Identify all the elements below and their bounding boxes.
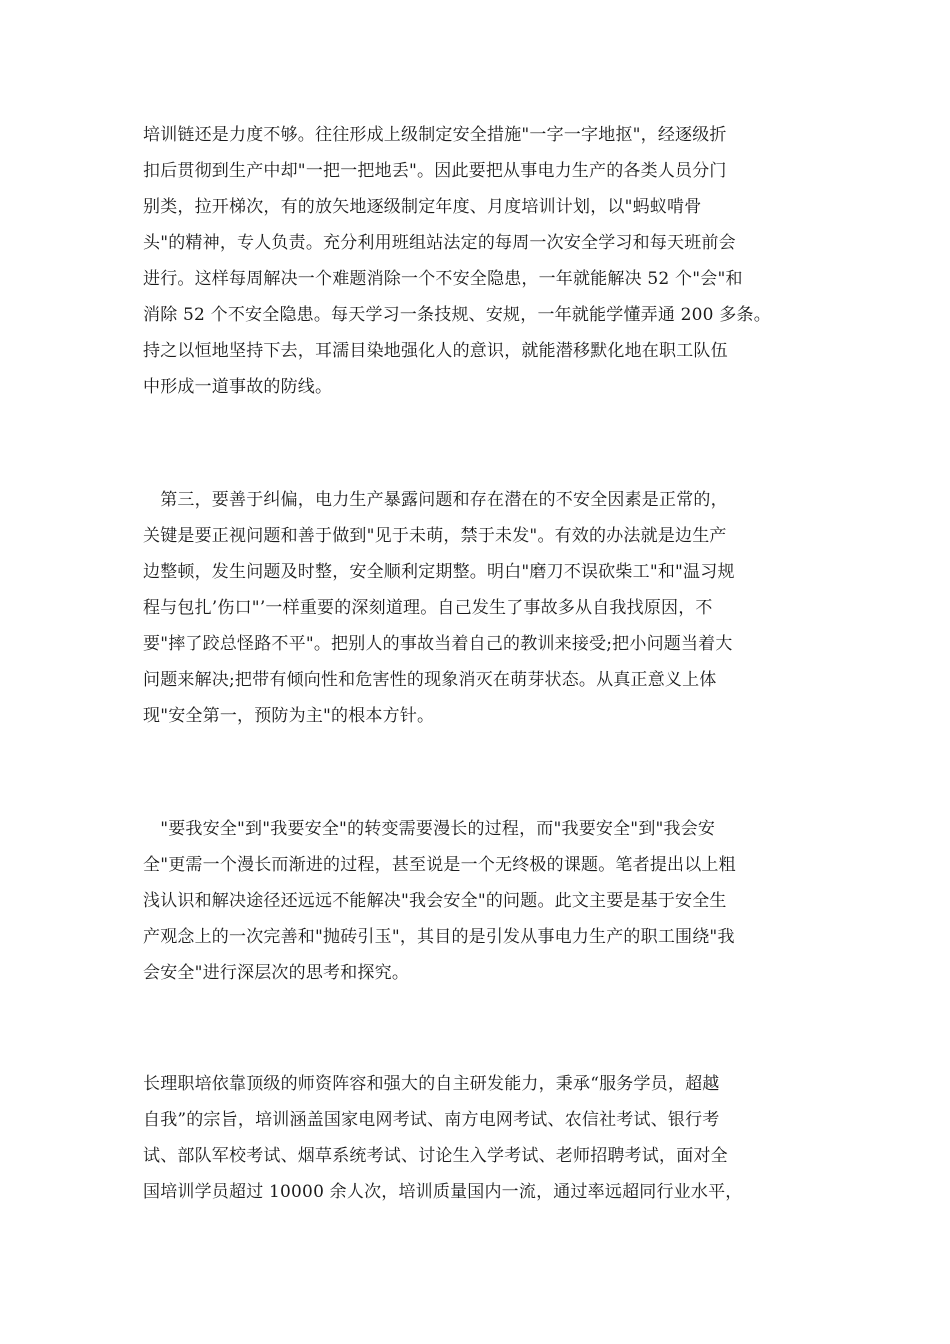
text-line: "要我安全"到"我要安全"的转变需要漫长的过程，而"我要安全"到"我会安 bbox=[143, 819, 716, 839]
text-line: 产观念上的一次完善和"抛砖引玉"，其目的是引发从事电力生产的职工围绕"我 bbox=[143, 927, 735, 947]
text-line: 培训链还是力度不够。往往形成上级制定安全措施"一字一字地抠"，经逐级折 bbox=[143, 125, 727, 145]
text-line: 现"安全第一，预防为主"的根本方针。 bbox=[143, 706, 435, 726]
text-line: 要"摔了跤总怪路不平"。把别人的事故当着自己的教训来接受;把小问题当着大 bbox=[143, 634, 733, 654]
text-line: 第三，要善于纠偏，电力生产暴露问题和存在潜在的不安全因素是正常的， bbox=[143, 490, 728, 510]
text-line: 全"更需一个漫长而渐进的过程，甚至说是一个无终极的课题。笔者提出以上粗 bbox=[143, 855, 736, 875]
text-line: 关键是要正视问题和善于做到"见于未萌，禁于未发"。有效的办法就是边生产 bbox=[143, 526, 727, 546]
text-line: 试、部队军校考试、烟草系统考试、讨论生入学考试、老师招聘考试，面对全 bbox=[143, 1146, 728, 1166]
text-line: 浅认识和解决途径还远远不能解决"我会安全"的问题。此文主要是基于安全生 bbox=[143, 891, 727, 911]
text-line: 自我”的宗旨，培训涵盖国家电网考试、南方电网考试、农信社考试、银行考 bbox=[143, 1110, 720, 1130]
text-line: 别类，拉开梯次，有的放矢地逐级制定年度、月度培训计划，以"蚂蚁啃骨 bbox=[143, 197, 702, 217]
text-line: 会安全"进行深层次的思考和探究。 bbox=[143, 963, 410, 983]
paragraph-training-promo bbox=[143, 1066, 823, 1210]
text-line: 程与包扎’伤口"’一样重要的深刻道理。自己发生了事故多从自我找原因，不 bbox=[143, 598, 713, 618]
text-line: 进行。这样每周解决一个难题消除一个不安全隐患，一年就能解决 52 个"会"和 bbox=[143, 269, 743, 289]
text-line: 中形成一道事故的防线。 bbox=[143, 377, 333, 397]
text-line: 问题来解决;把带有倾向性和危害性的现象消灭在萌芽状态。从真正意义上体 bbox=[143, 670, 717, 690]
paragraph-third-correction bbox=[143, 482, 823, 734]
text-line: 长理职培依靠顶级的师资阵容和强大的自主研发能力，秉承“服务学员，超越 bbox=[143, 1074, 720, 1094]
text-line: 消除 52 个不安全隐患。每天学习一条技规、安规，一年就能学懂弄通 200 多条。 bbox=[143, 305, 771, 325]
text-line: 国培训学员超过 10000 余人次，培训质量国内一流，通过率远超同行业水平， bbox=[143, 1182, 743, 1202]
text-line: 扣后贯彻到生产中却"一把一把地丢"。因此要把从事电力生产的各类人员分门 bbox=[143, 161, 727, 181]
text-line: 持之以恒地坚持下去，耳濡目染地强化人的意识，就能潜移默化地在职工队伍 bbox=[143, 341, 728, 361]
paragraph-training-chain bbox=[143, 117, 823, 405]
text-line: 边整顿，发生问题及时整，安全顺利定期整。明白"磨刀不误砍柴工"和"温习规 bbox=[143, 562, 735, 582]
paragraph-safety-transition bbox=[143, 811, 823, 991]
text-line: 头"的精神，专人负责。充分利用班组站法定的每周一次安全学习和每天班前会 bbox=[143, 233, 736, 253]
